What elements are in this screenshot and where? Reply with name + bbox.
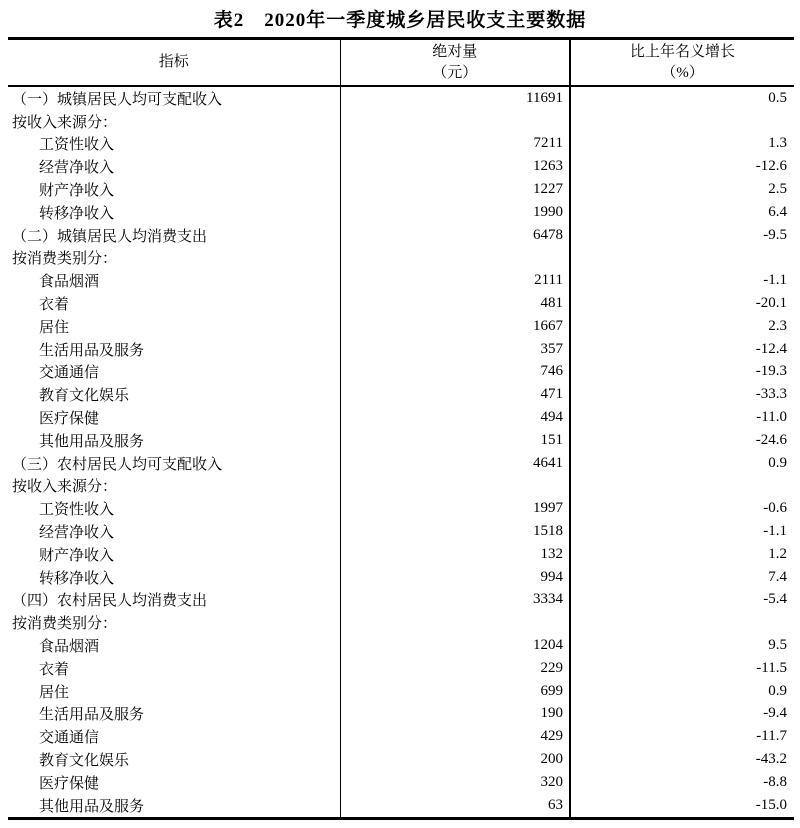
row-label: 经营净收入 [39,160,115,177]
row-value: 11691 [340,86,570,110]
row-growth [570,475,794,498]
table-row-transport-communication [8,725,794,748]
table-row-education-culture [8,748,794,771]
row-label: 居住 [39,319,70,336]
row-value: 481 [340,292,570,315]
row-growth: -43.2 [570,748,794,771]
row-value: 132 [340,543,570,566]
row-label: 转移净收入 [39,570,115,587]
row-value: 1990 [340,201,570,224]
row-growth: -24.6 [570,429,794,452]
row-label: 医疗保健 [39,775,100,792]
row-growth: -12.6 [570,155,794,178]
row-growth: -20.1 [570,292,794,315]
row-label: 食品烟酒 [39,274,100,291]
row-growth [570,247,794,270]
row-label: （二）城镇居民人均消费支出 [12,228,208,245]
row-label: 生活用品及服务 [39,707,145,724]
row-value [340,110,570,133]
row-growth: -11.7 [570,725,794,748]
table-row-housing [8,315,794,338]
row-growth: -0.6 [570,497,794,520]
row-growth: 1.3 [570,133,794,156]
row-value: 1227 [340,178,570,201]
row-value: 1997 [340,497,570,520]
row-label: 工资性收入 [39,502,115,519]
row-label: 其他用品及服务 [39,798,145,815]
row-growth: 6.4 [570,201,794,224]
row-growth: 0.9 [570,452,794,475]
table-row-by-consumption-category [8,611,794,634]
table-row-by-income-source [8,110,794,133]
table-title: 表2 2020年一季度城乡居民收支主要数据 [213,10,587,31]
table-row-clothing [8,657,794,680]
table-row-urban-disposable-income [8,86,794,110]
row-label: 衣着 [39,297,70,314]
row-growth: -33.3 [570,383,794,406]
table-row-transfer-income [8,566,794,589]
row-value: 2111 [340,269,570,292]
table-row-other-goods-services [8,794,794,818]
row-growth: 2.5 [570,178,794,201]
table-row-food-tobacco [8,269,794,292]
table-row-wage-income [8,133,794,156]
table-row-rural-consumption [8,589,794,612]
row-growth: -11.5 [570,657,794,680]
table-row-urban-consumption [8,224,794,247]
table-row-transport-communication [8,361,794,384]
row-value: 1263 [340,155,570,178]
row-value: 1518 [340,520,570,543]
income-expenditure-table [8,37,794,820]
column-header-nominal-growth [570,39,794,87]
row-growth: -15.0 [570,794,794,818]
row-label: 教育文化娱乐 [39,753,130,769]
table-row-property-income [8,543,794,566]
table-row-transfer-income [8,201,794,224]
row-growth: 0.9 [570,680,794,703]
row-value: 63 [340,794,570,818]
table-row-daily-goods-services [8,703,794,726]
column-header-absolute-line2: （元） [432,64,478,81]
row-growth: -12.4 [570,338,794,361]
row-label: 居住 [39,684,70,701]
row-value [340,247,570,270]
header-row [8,39,794,87]
row-value: 6478 [340,224,570,247]
row-label: 交通通信 [39,365,100,382]
row-growth: -8.8 [570,771,794,794]
row-growth: -5.4 [570,589,794,612]
row-value: 200 [340,748,570,771]
row-label: 食品烟酒 [39,639,100,656]
row-value: 494 [340,406,570,429]
row-value: 746 [340,361,570,384]
row-growth: -9.5 [570,224,794,247]
row-growth: 2.3 [570,315,794,338]
row-growth: 7.4 [570,566,794,589]
column-header-growth-line1: 比上年名义增长 [629,43,735,60]
row-value: 4641 [340,452,570,475]
row-value: 320 [340,771,570,794]
row-label: 生活用品及服务 [39,342,145,359]
row-growth: 9.5 [570,634,794,657]
row-growth: -9.4 [570,703,794,726]
row-label: 经营净收入 [39,525,115,542]
table-row-education-culture [8,383,794,406]
row-label: 其他用品及服务 [39,433,145,450]
row-value: 151 [340,429,570,452]
table-row-operating-income [8,520,794,543]
row-value: 699 [340,680,570,703]
row-label: （四）农村居民人均消费支出 [12,593,208,610]
column-header-absolute-amount [340,39,570,87]
column-header-growth-line2: （%） [661,64,704,81]
row-value: 471 [340,383,570,406]
table-row-wage-income [8,497,794,520]
row-label: 按收入来源分： [12,114,118,131]
table-row-clothing [8,292,794,315]
row-label: 工资性收入 [39,137,115,154]
row-growth: -1.1 [570,520,794,543]
column-header-absolute-line1: 绝对量 [432,43,478,60]
row-value [340,611,570,634]
table-row-by-income-source [8,475,794,498]
row-label: 按消费类别分： [12,251,118,268]
row-value: 3334 [340,589,570,612]
row-value: 229 [340,657,570,680]
row-label: 财产净收入 [39,547,115,564]
row-growth: -1.1 [570,269,794,292]
table-row-operating-income [8,155,794,178]
row-label: 按收入来源分： [12,479,118,496]
row-label: （一）城镇居民人均可支配收入 [12,91,223,108]
row-label: 按消费类别分： [12,616,118,633]
row-label: 财产净收入 [39,183,115,200]
row-value: 1667 [340,315,570,338]
row-label: （三）农村居民人均可支配收入 [12,456,223,473]
row-value [340,475,570,498]
row-label: 转移净收入 [39,205,115,222]
table-row-healthcare [8,771,794,794]
table-row-healthcare [8,406,794,429]
row-label: 衣着 [39,661,70,678]
column-header-indicator: 指标 [8,39,340,87]
row-value: 994 [340,566,570,589]
table-row-rural-disposable-income [8,452,794,475]
row-value: 1204 [340,634,570,657]
table-row-daily-goods-services [8,338,794,361]
table-row-property-income [8,178,794,201]
row-label: 交通通信 [39,730,100,747]
row-growth: -11.0 [570,406,794,429]
row-label: 教育文化娱乐 [39,388,130,405]
row-growth: 0.5 [570,86,794,110]
row-growth [570,611,794,634]
row-value: 190 [340,703,570,726]
row-value: 7211 [340,133,570,156]
row-label: 医疗保健 [39,411,100,428]
row-value: 357 [340,338,570,361]
row-growth: -19.3 [570,361,794,384]
row-growth [570,110,794,133]
table-row-housing [8,680,794,703]
row-growth: 1.2 [570,543,794,566]
row-value: 429 [340,725,570,748]
table-row-by-consumption-category [8,247,794,270]
table-row-other-goods-services [8,429,794,452]
table-row-food-tobacco [8,634,794,657]
